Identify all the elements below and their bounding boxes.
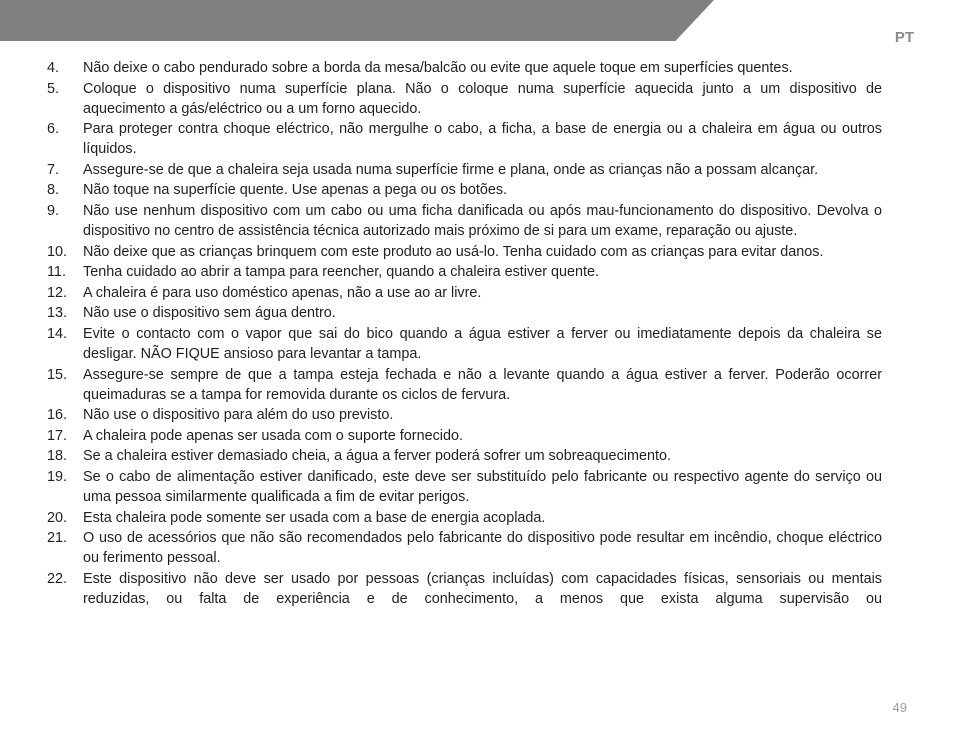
list-item xyxy=(47,160,882,180)
safety-instructions-list xyxy=(47,58,882,609)
item-number: 13. xyxy=(47,305,68,322)
item-number: 16. xyxy=(47,407,68,424)
item-number: 15. xyxy=(47,366,68,383)
item-text: Não deixe o cabo pendurado sobre a borda da mesa/balcão ou evite que aquele toque em superfícies quentes. xyxy=(83,60,793,76)
list-item xyxy=(47,569,882,609)
list-item xyxy=(47,508,882,528)
item-number: 11. xyxy=(47,264,66,281)
list-item xyxy=(47,180,882,200)
item-number: 17. xyxy=(47,427,68,444)
list-item xyxy=(47,467,882,507)
item-number: 9. xyxy=(47,202,60,219)
list-item xyxy=(47,283,882,303)
item-number: 4. xyxy=(47,60,60,76)
item-text: O uso de acessórios que não são recomendados pelo fabricante do dispositivo pode resultar em incêndio, choque eléctrico ou ferimento pessoal. xyxy=(83,530,882,567)
list-item xyxy=(47,405,882,425)
item-number: 20. xyxy=(47,509,68,526)
item-number: 5. xyxy=(47,80,60,97)
item-text: A chaleira pode apenas ser usada com o suporte fornecido. xyxy=(83,427,463,444)
item-number: 22. xyxy=(47,570,68,587)
item-text: Esta chaleira pode somente ser usada com a base de energia acoplada. xyxy=(83,509,546,526)
list-item xyxy=(47,446,882,466)
language-code: PT xyxy=(894,29,914,46)
list-item xyxy=(47,79,882,119)
item-number: 6. xyxy=(47,121,60,138)
list-item xyxy=(47,262,882,282)
list-item xyxy=(47,365,882,405)
item-number: 18. xyxy=(47,448,68,465)
item-number: 12. xyxy=(47,284,68,301)
list-item xyxy=(47,201,882,241)
list-item xyxy=(47,324,882,364)
item-text: Se a chaleira estiver demasiado cheia, a água a ferver poderá sofrer um sobreaquecimento. xyxy=(83,448,671,465)
item-number: 14. xyxy=(47,325,68,342)
item-number: 19. xyxy=(47,468,68,485)
item-number: 21. xyxy=(47,530,68,547)
page-number: 49 xyxy=(892,700,907,715)
list-item xyxy=(47,303,882,323)
item-text: Assegure-se sempre de que a tampa esteja fechada e não a levante quando a água estiver a ferver. Poderão ocorrer queimaduras se a tampa for removida durante os ciclos de fervura. xyxy=(83,366,882,403)
item-text: A chaleira é para uso doméstico apenas, não a use ao ar livre. xyxy=(83,284,482,301)
item-text: Este dispositivo não deve ser usado por pessoas (crianças incluídas) com capacidades físicas, sensoriais ou mentais reduzidas, ou falta de experiência e de conhecimento, a menos que exista alguma supervisão ou xyxy=(83,570,882,607)
item-text: Para proteger contra choque eléctrico, não mergulhe o cabo, a ficha, a base de energia ou a chaleira em água ou outros líquidos. xyxy=(83,121,882,158)
header-band xyxy=(0,0,714,41)
item-text: Não toque na superfície quente. Use apenas a pega ou os botões. xyxy=(83,182,508,199)
item-text: Não use o dispositivo para além do uso previsto. xyxy=(83,407,394,424)
item-text: Tenha cuidado ao abrir a tampa para reencher, quando a chaleira estiver quente. xyxy=(83,264,600,281)
item-text: Evite o contacto com o vapor que sai do bico quando a água estiver a ferver ou imediatamente depois da chaleira se desligar. NÃO FIQUE ansioso para levantar a tampa. xyxy=(83,325,882,362)
list-item xyxy=(47,528,882,568)
item-text: Não deixe que as crianças brinquem com este produto ao usá-lo. Tenha cuidado com as crianças para evitar danos. xyxy=(83,243,824,260)
item-number: 7. xyxy=(47,161,60,178)
list-item xyxy=(47,426,882,446)
item-number: 10. xyxy=(47,243,68,260)
item-text: Se o cabo de alimentação estiver danificado, este deve ser substituído pelo fabricante ou respectivo agente do serviço ou uma pessoa similarmente qualificada a fim de evitar perigos. xyxy=(83,468,882,505)
item-number: 8. xyxy=(47,182,60,199)
item-text: Assegure-se de que a chaleira seja usada numa superfície firme e plana, onde as crianças não a possam alcançar. xyxy=(83,161,819,178)
list-item xyxy=(47,119,882,159)
list-item xyxy=(47,242,882,262)
item-text: Não use o dispositivo sem água dentro. xyxy=(83,305,336,322)
item-text: Coloque o dispositivo numa superfície plana. Não o coloque numa superfície aquecida junto a um dispositivo de aquecimento a gás/eléctrico ou a um forno aquecido. xyxy=(83,80,882,117)
item-text: Não use nenhum dispositivo com um cabo ou uma ficha danificada ou após mau-funcionamento do dispositivo. Devolva o dispositivo no centro de assistência técnica autorizado mais próximo de si para um exame, reparação ou ajuste. xyxy=(83,202,882,239)
list-item xyxy=(47,58,882,78)
